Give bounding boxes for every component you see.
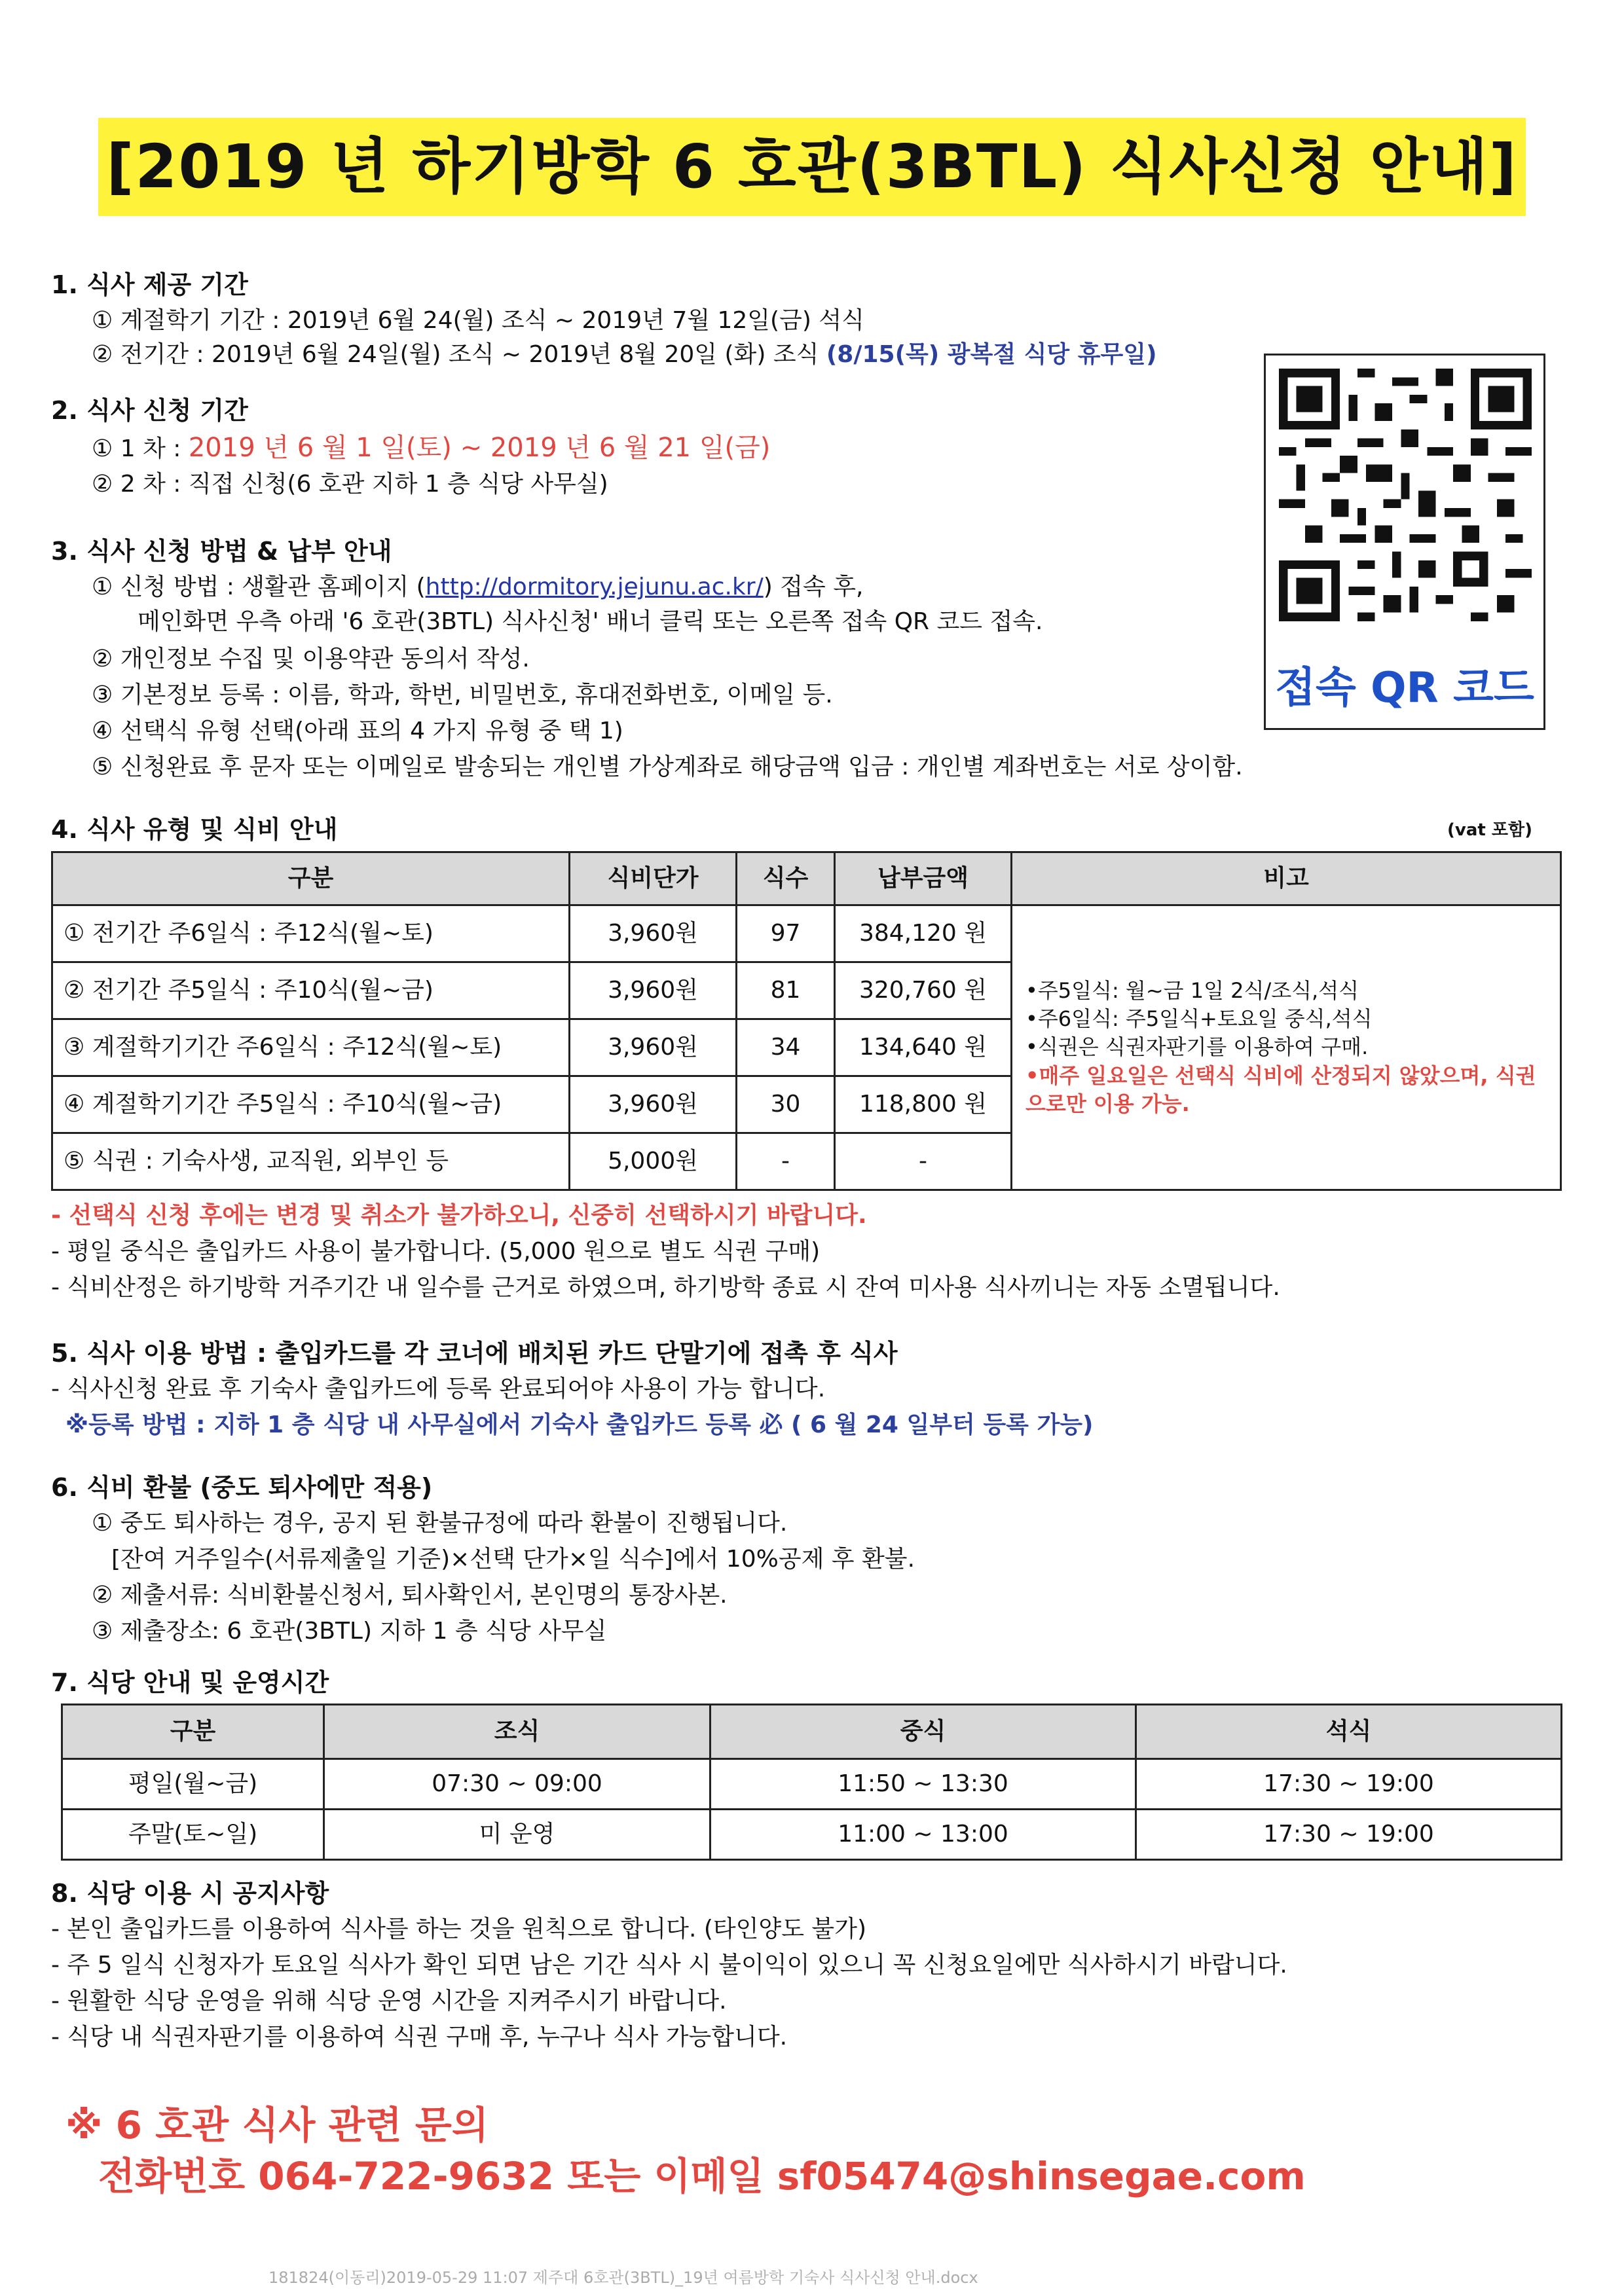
section-4-heading: 4. 식사 유형 및 식비 안내	[51, 815, 338, 844]
lunch-hours: 11:00 ~ 13:00	[710, 1810, 1136, 1860]
round-1-dates: 2019 년 6 월 1 일(토) ~ 2019 년 6 월 21 일(금)	[188, 433, 771, 463]
meal-type: ③ 계절학기기간 주6일식 : 주12식(월~토)	[52, 1019, 570, 1076]
lunch-hours: 11:50 ~ 13:30	[710, 1759, 1136, 1810]
full-period-text: ② 전기간 : 2019년 6월 24일(월) 조식 ~ 2019년 8월 20일 (화) 조식	[92, 341, 819, 368]
section-3-heading: 3. 식사 신청 방법 & 납부 안내	[51, 537, 392, 566]
section-3-line-5: ⑤ 신청완료 후 문자 또는 이메일로 발송되는 개인별 가상계좌로 해당금액 입금 : 개인별 계좌번호는 서로 상이함.	[92, 754, 1243, 780]
day-type: 주말(토~일)	[62, 1810, 324, 1860]
meal-count: 97	[737, 905, 835, 962]
col-header-payment: 납부금액	[835, 852, 1012, 905]
unit-price: 3,960원	[570, 962, 737, 1019]
registration-method-note: ※등록 방법 : 지하 1 층 식당 내 사무실에서 기숙사 출입카드 등록 必 ( 6 월 24 일부터 등록 가능)	[65, 1412, 1094, 1438]
vat-note: (vat 포함)	[1447, 820, 1532, 840]
qr-code-box[interactable]	[1264, 354, 1545, 730]
payment-amount: -	[835, 1133, 1012, 1190]
col-header-day: 구분	[62, 1705, 324, 1759]
meal-count: -	[737, 1133, 835, 1190]
table-header-row	[62, 1705, 1562, 1759]
qr-code-label: 접속 QR 코드	[1275, 664, 1534, 712]
meal-count: 81	[737, 962, 835, 1019]
remarks-cell	[1012, 905, 1561, 1190]
table-row	[62, 1810, 1562, 1860]
col-header-meal-count: 식수	[737, 852, 835, 905]
section-1-heading: 1. 식사 제공 기간	[51, 270, 248, 299]
payment-amount: 320,760 원	[835, 962, 1012, 1019]
qr-code-icon[interactable]	[1279, 369, 1532, 621]
apply-method-label: ① 신청 방법 : 생활관 홈페이지 (	[92, 574, 426, 600]
section-6-line-1b: [잔여 거주일수(서류제출일 기준)×선택 단가×일 식수]에서 10%공제 후 환불.	[111, 1546, 915, 1573]
section-2-heading: 2. 식사 신청 기간	[51, 396, 248, 425]
holiday-note: (8/15(목) 광복절 식당 휴무일)	[826, 341, 1157, 368]
unit-price: 3,960원	[570, 1076, 737, 1133]
section-8-line-1: - 본인 출입카드를 이용하여 식사를 하는 것을 원칙으로 합니다. (타인양도 불가)	[51, 1916, 867, 1942]
section-6-line-2: ② 제출서류: 식비환불신청서, 퇴사확인서, 본인명의 통장사본.	[92, 1582, 728, 1609]
col-header-breakfast: 조식	[324, 1705, 710, 1759]
col-header-dinner: 석식	[1136, 1705, 1562, 1759]
meal-type: ④ 계절학기기간 주5일식 : 주10식(월~금)	[52, 1076, 570, 1133]
cafeteria-hours-table	[61, 1704, 1562, 1861]
section-2-line-2: ② 2 차 : 직접 신청(6 호관 지하 1 층 식당 사무실)	[92, 471, 608, 498]
apply-method-suffix: ) 접속 후,	[763, 574, 864, 600]
section-3-line-4: ④ 선택식 유형 선택(아래 표의 4 가지 유형 중 택 1)	[92, 718, 623, 744]
breakfast-hours: 미 운영	[324, 1810, 710, 1860]
section-7-heading: 7. 식당 안내 및 운영시간	[51, 1668, 329, 1697]
col-header-remarks: 비고	[1012, 852, 1561, 905]
dinner-hours: 17:30 ~ 19:00	[1136, 1810, 1562, 1860]
meal-type: ① 전기간 주6일식 : 주12식(월~토)	[52, 905, 570, 962]
payment-amount: 134,640 원	[835, 1019, 1012, 1076]
col-header-category: 구분	[52, 852, 570, 905]
meal-type: ⑤ 식권 : 기숙사생, 교직원, 외부인 등	[52, 1133, 570, 1190]
remark-line: •주5일식: 월~금 1일 2식/조식,석식	[1025, 978, 1359, 1004]
cancel-warning: - 선택식 신청 후에는 변경 및 취소가 불가하오니, 신중히 선택하시기 바랍니다.	[51, 1202, 867, 1229]
col-header-lunch: 중식	[710, 1705, 1136, 1759]
section-8-heading: 8. 식당 이용 시 공지사항	[51, 1879, 329, 1908]
section-8-line-3: - 원활한 식당 운영을 위해 식당 운영 시간을 지켜주시기 바랍니다.	[51, 1988, 727, 2014]
remark-warning: •매주 일요일은 선택식 식비에 산정되지 않았으며, 식권으로만 이용 가능.	[1025, 1063, 1536, 1116]
section-8-line-2: - 주 5 일식 신청자가 토요일 식사가 확인 되면 남은 기간 식사 시 불이익이 있으니 꼭 신청요일에만 식사하시기 바랍니다.	[51, 1952, 1287, 1978]
section-6-heading: 6. 식비 환불 (중도 퇴사에만 적용)	[51, 1473, 433, 1502]
payment-amount: 384,120 원	[835, 905, 1012, 962]
payment-amount: 118,800 원	[835, 1076, 1012, 1133]
section-1-line-2	[92, 340, 1157, 369]
meal-type: ② 전기간 주5일식 : 주10식(월~금)	[52, 962, 570, 1019]
remark-line: •주6일식: 주5일식+토요일 중식,석식	[1025, 1006, 1373, 1032]
section-3-line-1	[92, 573, 863, 601]
section-2-line-1	[92, 432, 770, 464]
round-1-label: ① 1 차 :	[92, 435, 189, 462]
section-3-line-2: ② 개인정보 수집 및 이용약관 동의서 작성.	[92, 646, 530, 672]
table-header-row	[52, 852, 1561, 905]
meal-price-table	[51, 851, 1562, 1191]
dormitory-homepage-link[interactable]: http://dormitory.jejunu.ac.kr/	[425, 574, 764, 600]
section-3-line-1b: 메인화면 우측 아래 '6 호관(3BTL) 식사신청' 배너 클릭 또는 오른쪽 접속 QR 코드 접속.	[138, 608, 1043, 635]
table-row	[52, 905, 1561, 962]
page-title: [2019 년 하기방학 6 호관(3BTL) 식사신청 안내]	[98, 118, 1526, 216]
section-1-line-1: ① 계절학기 기간 : 2019년 6월 24(월) 조식 ~ 2019년 7월 12일(금) 석식	[92, 307, 864, 334]
unit-price: 3,960원	[570, 1019, 737, 1076]
breakfast-hours: 07:30 ~ 09:00	[324, 1759, 710, 1810]
section-6-line-3: ③ 제출장소: 6 호관(3BTL) 지하 1 층 식당 사무실	[92, 1618, 607, 1645]
unit-price: 5,000원	[570, 1133, 737, 1190]
remark-line: •식권은 식권자판기를 이용하여 구매.	[1025, 1034, 1369, 1060]
contact-details: 전화번호 064-722-9632 또는 이메일 sf05474@shinsegae.com	[98, 2154, 1306, 2198]
meal-expiry-note: - 식비산정은 하기방학 거주기간 내 일수를 근거로 하였으며, 하기방학 종료 시 잔여 미사용 식사끼니는 자동 소멸됩니다.	[51, 1274, 1280, 1301]
meal-count: 30	[737, 1076, 835, 1133]
unit-price: 3,960원	[570, 905, 737, 962]
meal-count: 34	[737, 1019, 835, 1076]
section-3-line-3: ③ 기본정보 등록 : 이름, 학과, 학번, 비밀번호, 휴대전화번호, 이메일 등.	[92, 682, 833, 708]
contact-heading: ※ 6 호관 식사 관련 문의	[65, 2103, 489, 2147]
section-5-line-1: - 식사신청 완료 후 기숙사 출입카드에 등록 완료되어야 사용이 가능 합니다.	[51, 1376, 826, 1402]
col-header-unit-price: 식비단가	[570, 852, 737, 905]
document-footer: 181824(이동리)2019-05-29 11:07 제주대 6호관(3BTL)_19년 여름방학 기숙사 식사신청 안내.docx	[268, 2269, 978, 2287]
dinner-hours: 17:30 ~ 19:00	[1136, 1759, 1562, 1810]
section-5-heading: 5. 식사 이용 방법 : 출입카드를 각 코너에 배치된 카드 단말기에 접촉 후 식사	[51, 1339, 898, 1368]
section-6-line-1: ① 중도 퇴사하는 경우, 공지 된 환불규정에 따라 환불이 진행됩니다.	[92, 1510, 788, 1537]
section-8-line-4: - 식당 내 식권자판기를 이용하여 식권 구매 후, 누구나 식사 가능합니다.	[51, 2024, 788, 2050]
table-row	[62, 1759, 1562, 1810]
day-type: 평일(월~금)	[62, 1759, 324, 1810]
lunch-note: - 평일 중식은 출입카드 사용이 불가합니다. (5,000 원으로 별도 식권 구매)	[51, 1238, 821, 1265]
